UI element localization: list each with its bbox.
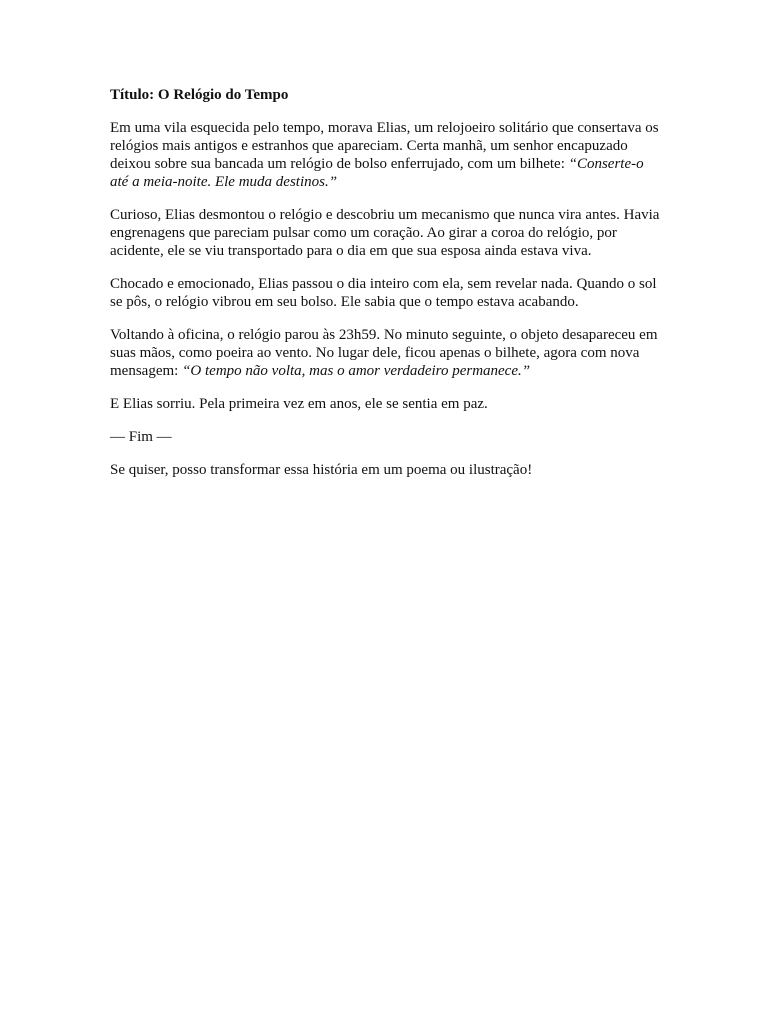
paragraph-1-quote: “Conserte-o até a meia-noite. Ele muda destinos.” [110,156,644,190]
paragraph-5-text: E Elias sorriu. Pela primeira vez em anos, ele se sentia em paz. [110,396,488,412]
paragraph-5 [110,395,660,413]
paragraph-4-quote: “O tempo não volta, mas o amor verdadeiro permanece.” [182,363,531,379]
paragraph-3 [110,275,660,311]
paragraph-2-text: Curioso, Elias desmontou o relógio e descobriu um mecanismo que nunca vira antes. Havia engrenagens que pareciam pulsar como um coração. Ao girar a coroa do relógio, por acidente, ele se viu transportado para o dia em que sua esposa ainda estava viva. [110,207,660,259]
paragraph-3-text: Chocado e emocionado, Elias passou o dia inteiro com ela, sem revelar nada. Quando o sol se pôs, o relógio vibrou em seu bolso. Ele sabia que o tempo estava acabando. [110,276,657,310]
paragraph-1-text: Em uma vila esquecida pelo tempo, morava Elias, um relojoeiro solitário que consertava os relógios mais antigos e estranhos que apareciam. Certa manhã, um senhor encapuzado deixou sobre sua bancada um relógio de bolso enferrujado, com um bilhete: [110,120,659,172]
closing-note: Se quiser, posso transformar essa história em um poema ou ilustração! [110,462,533,478]
paragraph-1 [110,119,660,191]
end-marker: — Fim — [110,429,172,445]
paragraph-4 [110,326,660,380]
document-page [110,86,660,494]
paragraph-2 [110,206,660,260]
story-title: Título: O Relógio do Tempo [110,87,289,103]
paragraph-4-text: Voltando à oficina, o relógio parou às 23h59. No minuto seguinte, o objeto desapareceu em suas mãos, como poeira ao vento. No lugar dele, ficou apenas o bilhete, agora com nova mensagem: [110,327,658,379]
